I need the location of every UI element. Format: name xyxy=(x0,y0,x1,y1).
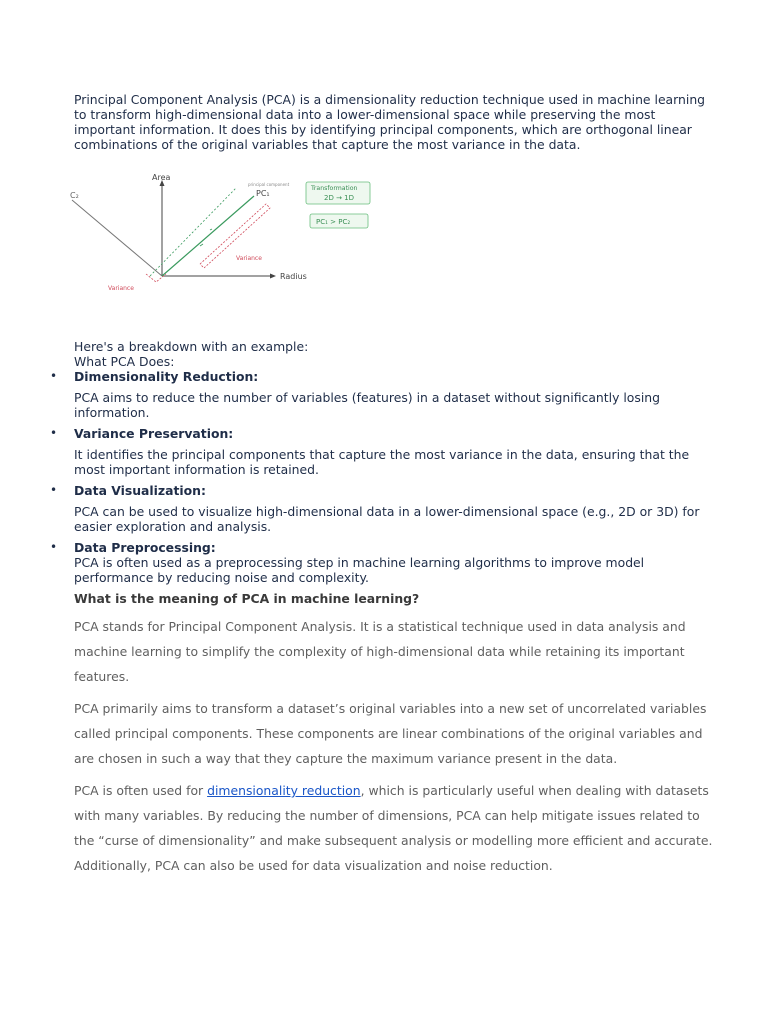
document-page xyxy=(50,92,714,878)
list-item xyxy=(50,426,714,477)
variance-label-right: Variance xyxy=(236,255,262,262)
paragraph-aim: PCA primarily aims to transform a dataset’s original variables into a new set of uncorrelated variables called principal components. These components are linear combinations of the original variables and are chosen in such a way that they capture the maximum variance present in the data. xyxy=(74,701,707,766)
point-description: PCA aims to reduce the number of variables (features) in a dataset without significantly losing information. xyxy=(74,390,660,420)
pc2-line xyxy=(72,200,162,276)
list-item xyxy=(50,483,714,534)
pca-diagram-svg xyxy=(70,174,380,304)
usage-text-after: , which is particularly useful when dealing with datasets with many variables. By reducing the number of dimensions, PCA can help mitigate issues related to the “curse of dimensionality” and make subsequent analysis or modelling more efficient and accurate. Additionally, PCA can also be used for data visualization and noise reduction. xyxy=(74,783,713,873)
bullet-icon: • xyxy=(50,540,58,554)
point-title: Data Preprocessing: xyxy=(74,540,216,555)
point-title: Dimensionality Reduction: xyxy=(74,369,259,384)
what-pca-does-heading: What PCA Does: xyxy=(74,353,175,369)
paragraph-usage xyxy=(74,778,714,878)
list-item xyxy=(50,540,714,585)
point-title: Variance Preservation: xyxy=(74,426,234,441)
usage-text-before: PCA is often used for xyxy=(74,783,208,798)
y-axis-label: Area xyxy=(152,174,171,182)
point-description: It identifies the principal components that capture the most variance in the data, ensuring that the most important information is retained. xyxy=(74,447,690,477)
bullet-icon: • xyxy=(50,369,58,383)
small-label: principal component xyxy=(248,182,290,187)
x-axis-label: Radius xyxy=(280,272,307,281)
paragraph-definition: PCA stands for Principal Component Analysis. It is a statistical technique used in data analysis and machine learning to simplify the complexity of high-dimensional data while retaining its important features. xyxy=(74,619,686,684)
bullet-icon: • xyxy=(50,426,58,440)
bullet-icon: • xyxy=(50,483,58,497)
pca-diagram xyxy=(70,174,380,304)
pc1-label: PC₁ xyxy=(256,189,270,198)
point-description: PCA is often used as a preprocessing step in machine learning algorithms to improve model performance by reducing noise and complexity. xyxy=(74,555,645,585)
list-item xyxy=(50,369,714,420)
transform-label-line1: Transformation xyxy=(311,185,358,192)
intro-paragraph: Principal Component Analysis (PCA) is a dimensionality reduction technique used in machine learning to transform high-dimensional data into a lower-dimensional space while preserving the most important information. It does this by identifying principal components, which are orthogonal linear combinations of the original variables that capture the most variance in the data. xyxy=(74,92,706,152)
pc1-line xyxy=(162,196,254,276)
data-point-mark xyxy=(200,244,203,246)
pc2-label: C₂ xyxy=(70,191,79,200)
breakdown-intro: Here's a breakdown with an example: xyxy=(74,339,309,354)
transform-label-line2: 2D → 1D xyxy=(324,194,355,202)
data-point-mark xyxy=(210,229,212,230)
pca-points-list xyxy=(50,369,714,585)
pc1-guide xyxy=(150,188,236,276)
section-question-heading: What is the meaning of PCA in machine learning? xyxy=(74,591,420,606)
x-axis-arrow xyxy=(270,274,276,279)
variance-label-bottom: Variance xyxy=(108,285,134,292)
dimensionality-reduction-link[interactable]: dimensionality reduction xyxy=(207,783,361,798)
point-description: PCA can be used to visualize high-dimensional data in a lower-dimensional space (e.g., 2D or 3D) for easier exploration and analysis. xyxy=(74,504,700,534)
point-title: Data Visualization: xyxy=(74,483,206,498)
compare-label: PC₁ > PC₂ xyxy=(316,218,351,226)
